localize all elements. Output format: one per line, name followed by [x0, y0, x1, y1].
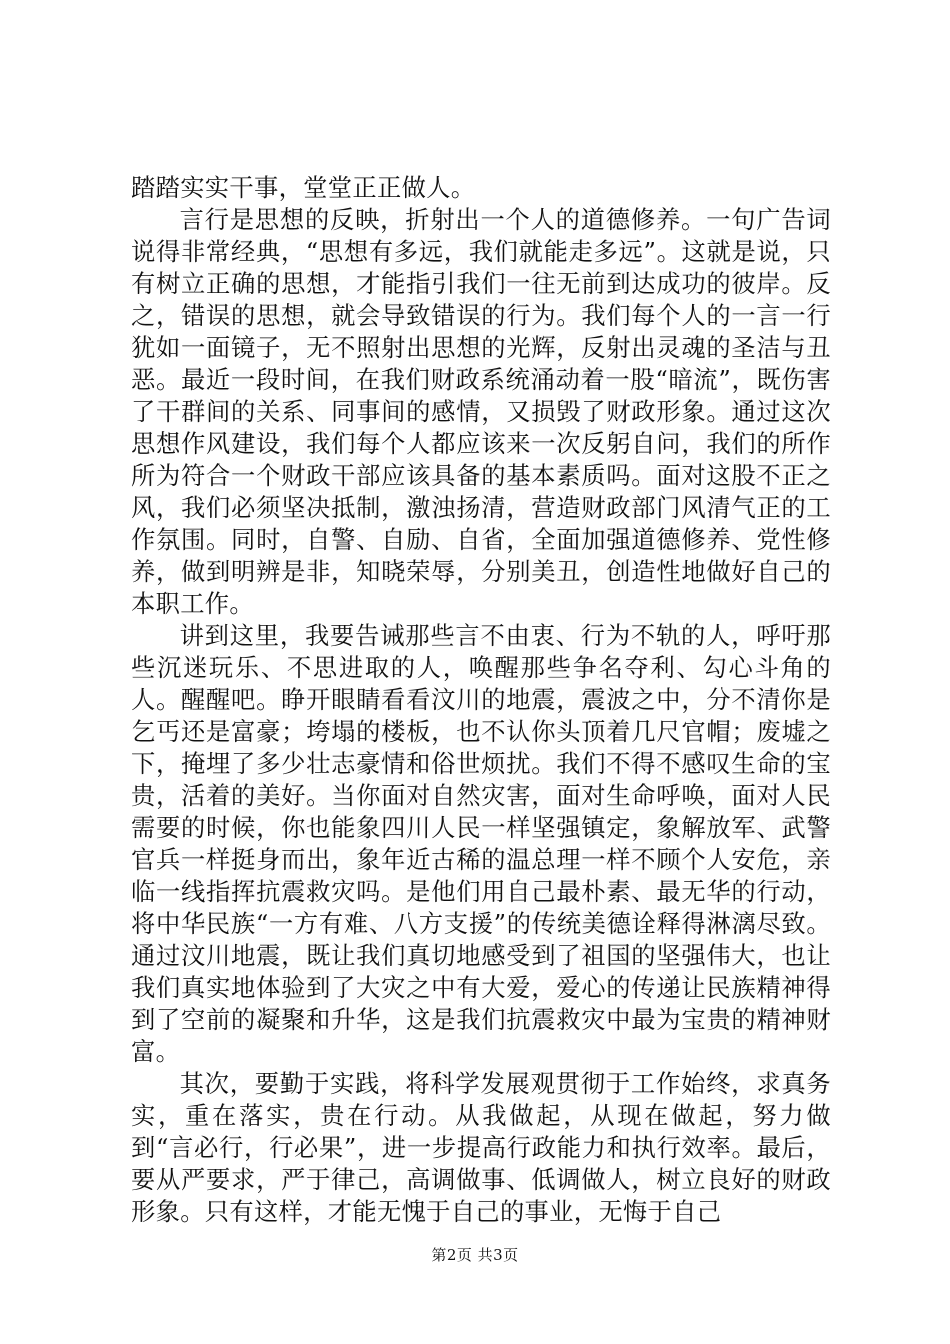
paragraph-3: 讲到这里，我要告诫那些言不由衷、行为不轨的人，呼吁那些沉迷玩乐、不思进取的人，唤醒那些争名夺利、勾心斗角的人。醒醒吧。睁开眼睛看看汶川的地震，震波之中，分不清你是乞丐还是富豪；垮塌的楼板，也不认你头顶着几尺官帽；废墟之下，掩埋了多少壮志豪情和俗世烦扰。我们不得不感叹生命的宝贵，活着的美好。当你面对自然灾害，面对生命呼唤，面对人民需要的时候，你也能象四川人民一样坚强镇定，象解放军、武警官兵一样挺身而出，象年近古稀的温总理一样不顾个人安危，亲临一线指挥抗震救灾吗。是他们用自己最朴素、最无华的行动，将中华民族“一方有难、八方支援”的传统美德诠释得淋漓尽致。通过汶川地震，既让我们真切地感受到了祖国的坚强伟大，也让我们真实地体验到了大灾之中有大爱，爱心的传递让民族精神得到了空前的凝聚和升华，这是我们抗震救灾中最为宝贵的精神财富。: [131, 621, 831, 1066]
paragraph-4: 其次，要勤于实践，将科学发展观贯彻于工作始终，求真务实，重在落实，贵在行动。从我做起，从现在做起，努力做到“言必行，行必果”，进一步提高行政能力和执行效率。最后，要从严要求，严于律己，高调做事、低调做人，树立良好的财政形象。只有这样，才能无愧于自己的事业，无悔于自己: [131, 1069, 831, 1226]
paragraph-1: 踏踏实实干事，堂堂正正做人。: [131, 173, 476, 202]
document-body: [131, 172, 831, 1228]
page-footer: [0, 1244, 950, 1265]
paragraph-2: 言行是思想的反映，折射出一个人的道德修养。一句广告词说得非常经典，“思想有多远，我们就能走多远”。这就是说，只有树立正确的思想，才能指引我们一往无前到达成功的彼岸。反之，错误的思想，就会导致错误的行为。我们每个人的一言一行犹如一面镜子，无不照射出思想的光辉，反射出灵魂的圣洁与丑恶。最近一段时间，在我们财政系统涌动着一股“暗流”，既伤害了干群间的关系、同事间的感情，又损毁了财政形象。通过这次思想作风建设，我们每个人都应该来一次反躬自问，我们的所作所为符合一个财政干部应该具备的基本素质吗。面对这股不正之风，我们必须坚决抵制，激浊扬清，营造财政部门风清气正的工作氛围。同时，自警、自励、自省，全面加强道德修养、党性修养，做到明辨是非，知晓荣辱，分别美丑，创造性地做好自己的本职工作。: [131, 205, 831, 618]
page-number-label: 第2页 共3页: [431, 1246, 519, 1264]
